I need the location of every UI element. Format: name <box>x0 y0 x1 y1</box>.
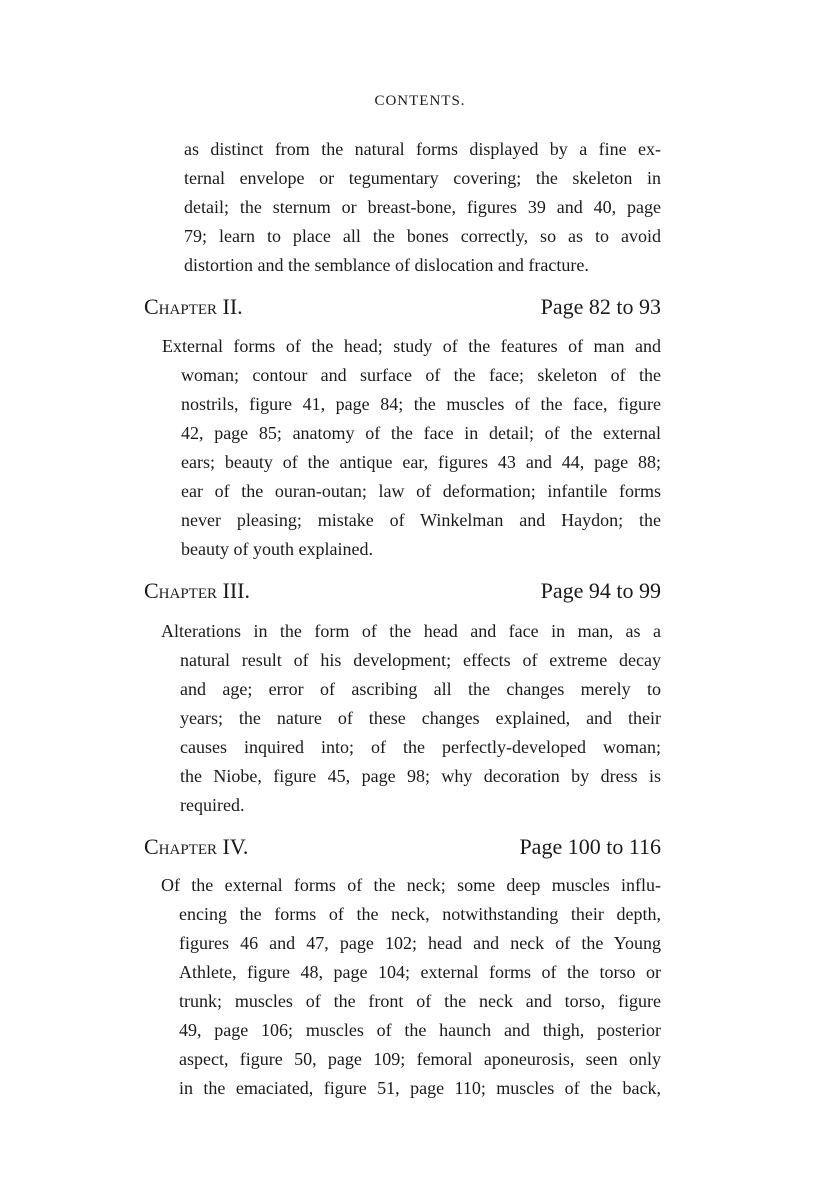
text-line: the Niobe, figure 45, page 98; why decoration by dress is <box>180 766 661 786</box>
text-line: ear of the ouran-outan; law of deformation; infantile forms <box>181 481 661 501</box>
text-line: ternal envelope or tegumentary covering; the skeleton in <box>184 168 661 188</box>
text-line: beauty of youth explained. <box>181 539 373 559</box>
chapter-page-range: Page 100 to 116 <box>519 834 661 859</box>
text-line: figures 46 and 47, page 102; head and neck of the Young <box>179 933 661 953</box>
text-line: Athlete, figure 48, page 104; external forms of the torso or <box>179 962 661 982</box>
text-line: 79; learn to place all the bones correctly, so as to avoid <box>184 226 661 246</box>
running-head: CONTENTS. <box>374 93 466 109</box>
chapter-label: Chapter IV. <box>144 834 249 859</box>
text-line: distortion and the semblance of dislocation and fracture. <box>184 255 589 275</box>
text-line: as distinct from the natural forms displayed by a fine ex- <box>184 139 661 159</box>
text-line: nostrils, figure 41, page 84; the muscles of the face, figure <box>181 394 661 414</box>
chapter-label: Chapter II. <box>144 294 243 319</box>
chapter-heading <box>144 576 661 606</box>
text-line: never pleasing; mistake of Winkelman and Haydon; the <box>181 510 661 530</box>
text-line: External forms of the head; study of the features of man and <box>162 336 661 356</box>
text-line: Alterations in the form of the head and face in man, as a <box>161 621 661 641</box>
text-line: 49, page 106; muscles of the haunch and thigh, posterior <box>179 1020 661 1040</box>
text-line: in the emaciated, figure 51, page 110; muscles of the back, <box>179 1078 661 1098</box>
text-line: 42, page 85; anatomy of the face in detail; of the external <box>181 423 661 443</box>
text-line: ears; beauty of the antique ear, figures 43 and 44, page 88; <box>181 452 661 472</box>
text-line: Of the external forms of the neck; some deep muscles influ- <box>161 875 661 895</box>
chapter-heading <box>144 832 661 862</box>
text-line: required. <box>180 795 245 815</box>
text-line: years; the nature of these changes explained, and their <box>180 708 661 728</box>
text-line: woman; contour and surface of the face; skeleton of the <box>181 365 661 385</box>
text-line: encing the forms of the neck, notwithstanding their depth, <box>179 904 661 924</box>
chapter-heading <box>144 292 661 322</box>
chapter-page-range: Page 82 to 93 <box>540 294 661 319</box>
text-line: and age; error of ascribing all the changes merely to <box>180 679 661 699</box>
text-line: trunk; muscles of the front of the neck and torso, figure <box>179 991 661 1011</box>
chapter-page-range: Page 94 to 99 <box>540 578 661 603</box>
text-line: natural result of his development; effects of extreme decay <box>180 650 661 670</box>
chapter-label: Chapter III. <box>144 578 250 603</box>
text-line: detail; the sternum or breast-bone, figures 39 and 40, page <box>184 197 661 217</box>
text-line: aspect, figure 50, page 109; femoral aponeurosis, seen only <box>179 1049 661 1069</box>
text-line: causes inquired into; of the perfectly-developed woman; <box>180 737 661 757</box>
